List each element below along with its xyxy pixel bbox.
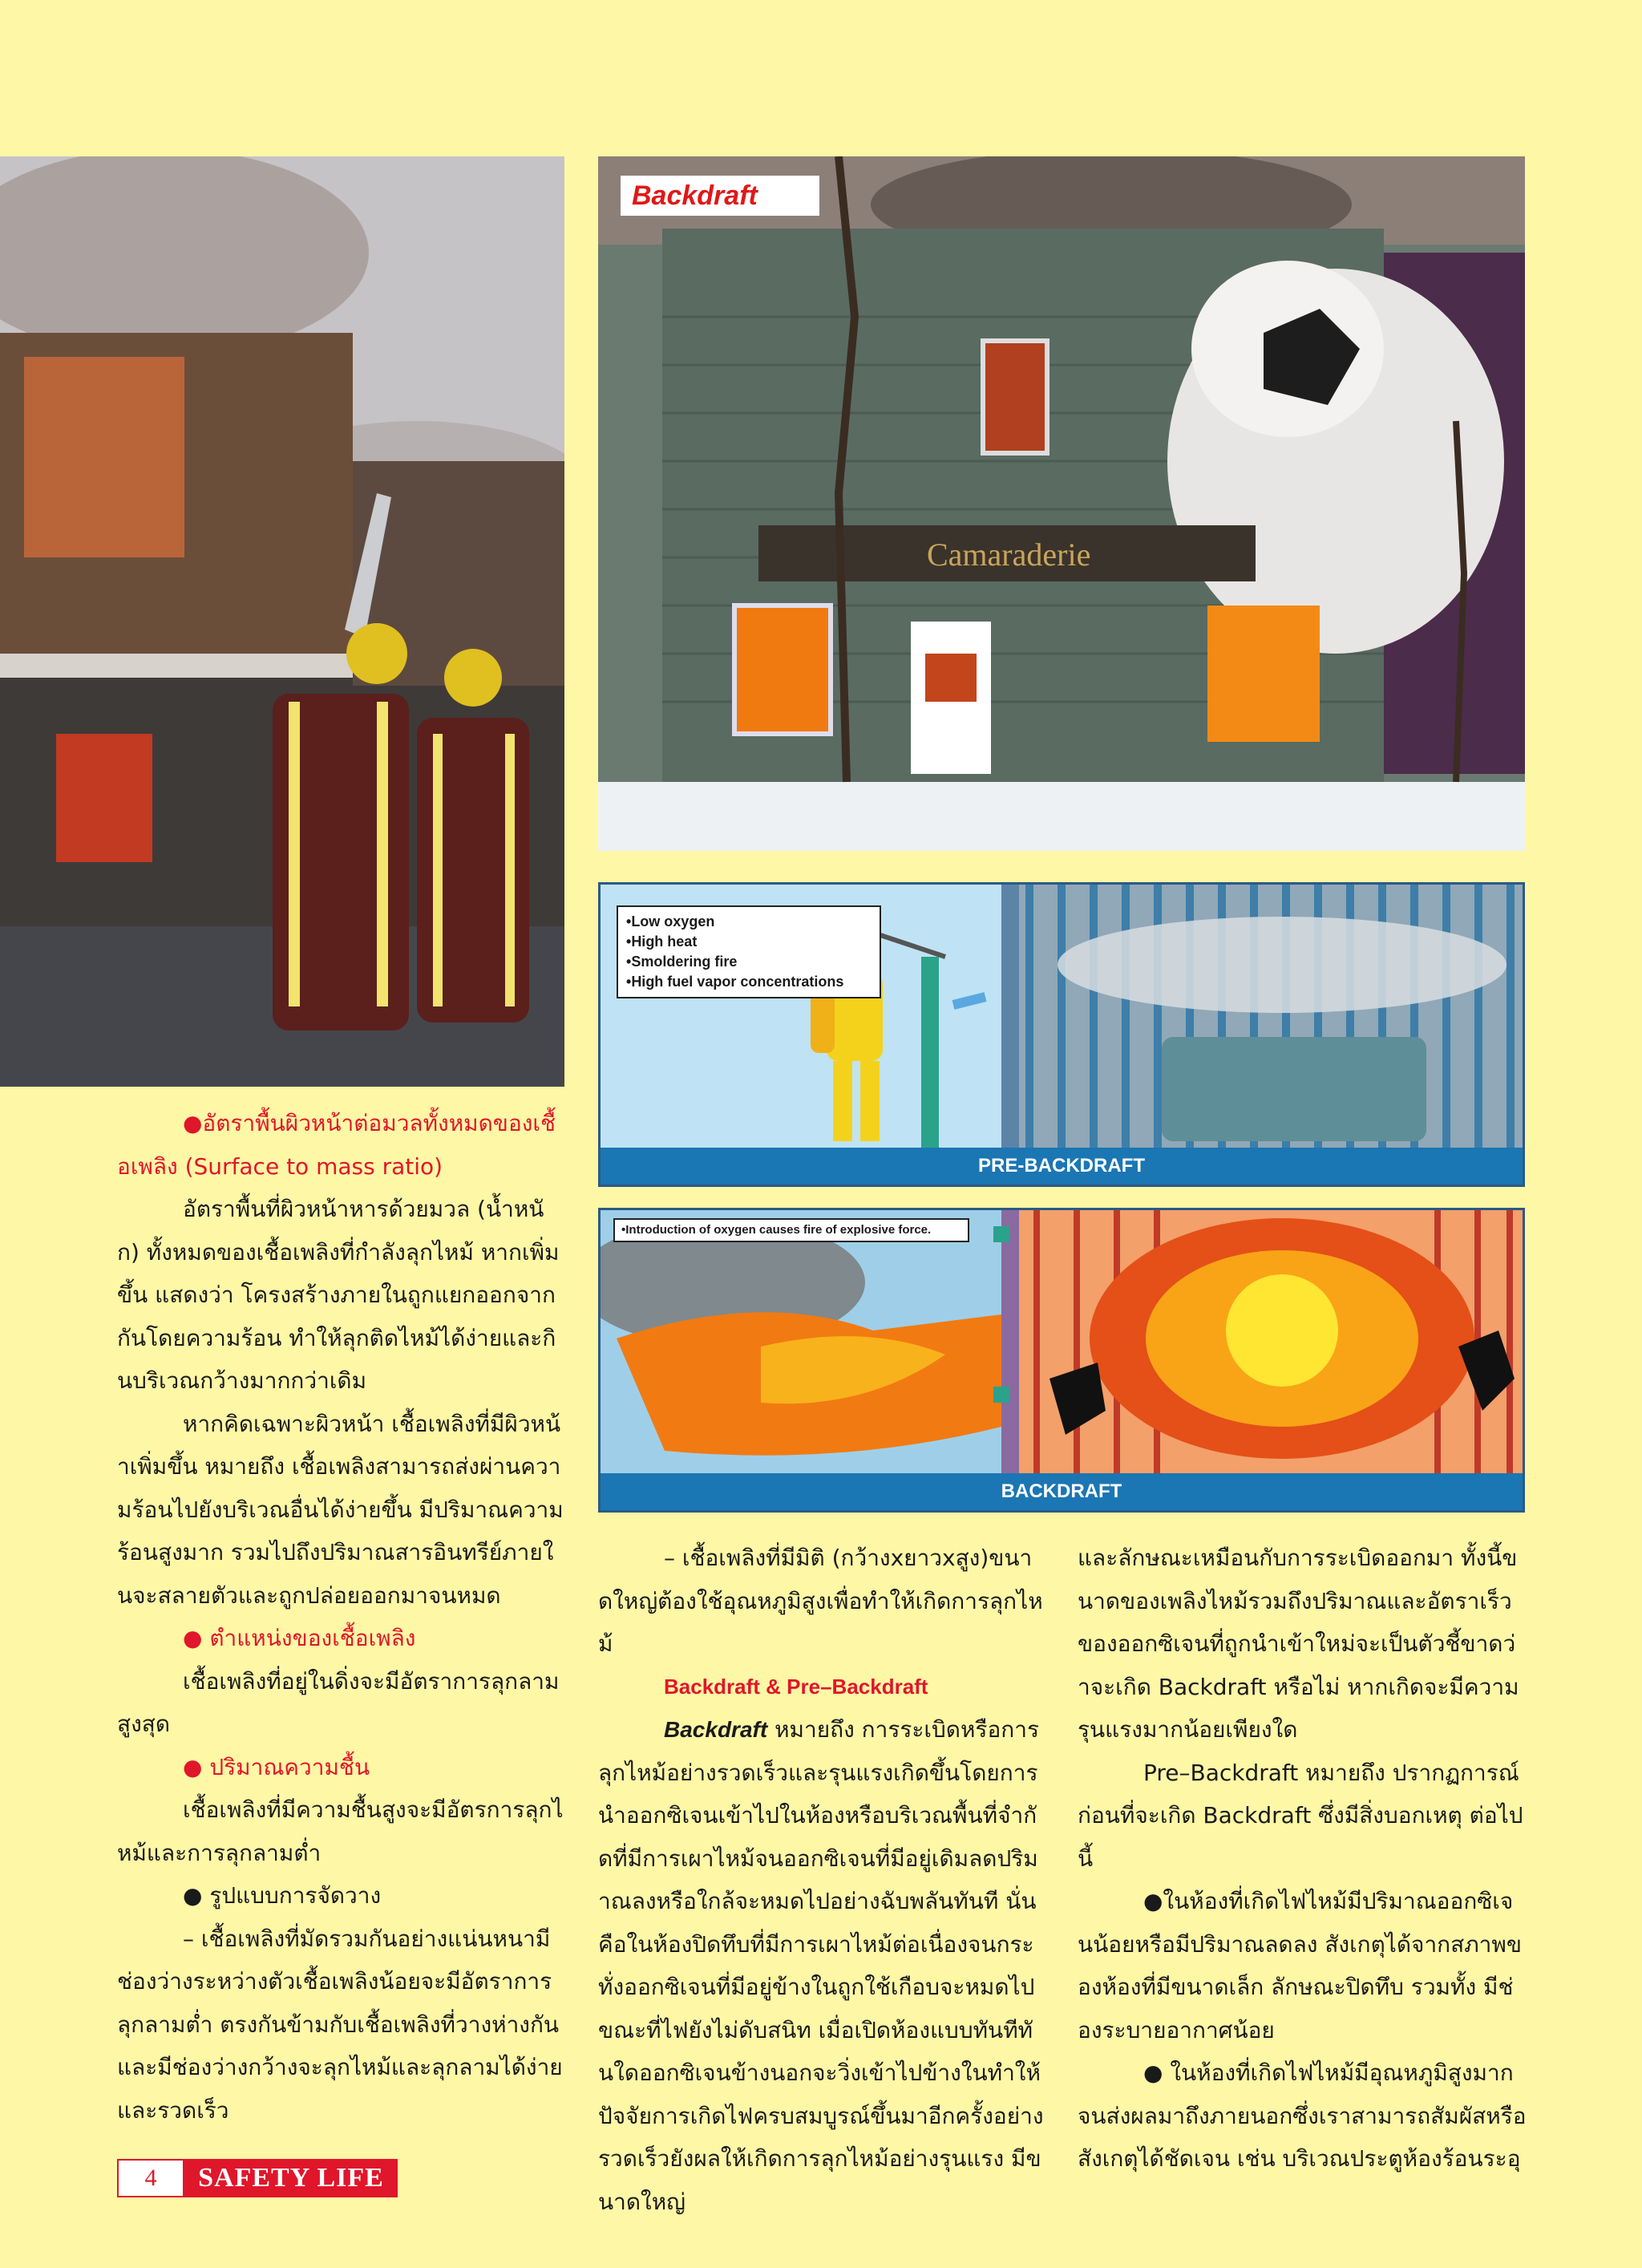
pre-backdraft-label: PRE-BACKDRAFT	[601, 1148, 1523, 1185]
magazine-brand: SAFETY LIFE	[184, 2159, 398, 2197]
section-heading-moisture: ● ปริมาณความชื้น	[183, 1753, 370, 1780]
text-column-3	[1078, 1537, 1527, 2181]
bar-sign: Camaraderie	[927, 537, 1091, 573]
condition-item: • High fuel vapor concentrations	[626, 972, 872, 992]
text-column-1	[117, 1102, 564, 2132]
condition-item: • Smoldering fire	[626, 952, 872, 972]
paragraph: และลักษณะเหมือนกับการระเบิดออกมา ทั้งนี้ขนาดของเพลิงไหม้รวมถึงปริมาณและอัตราเร็วของออกซิเจนที่ถูกนำเข้าใหม่จะเป็นตัวชี้ขาดว่าจะเกิด Backdraft หรือไม่ หากเกิดจะมีความรุนแรงมากน้อยเพียงใด	[1078, 1545, 1519, 1743]
backdraft-note	[613, 1218, 969, 1242]
condition-item: • Low oxygen	[626, 912, 872, 932]
burning-building-illustration	[598, 156, 1525, 851]
backdraft-note-text: • Introduction of oxygen causes fire of explosive force.	[621, 1223, 931, 1237]
backdraft-label: BACKDRAFT	[601, 1473, 1523, 1510]
definition-text: หมายถึง การระเบิดหรือการลุกไหม้อย่างรวดเร็วและรุนแรงเกิดขึ้นโดยการนำออกซิเจนเข้าไปในห้องหรือบริเวณพื้นที่จำกัดที่มีการเผาไหม้จนออกซิเจนที่มีอยู่เดิมลดปริมาณลงหรือใกล้จะหมดไปอย่างฉับพลันทันที นั่นคือในห้องปิดทึบที่มีการเผาไหม้ต่อเนื่องจนกระทั่งออกซิเจนที่มีอยู่ข้างในถูกใช้เกือบจะหมดไปขณะที่ไฟยังไม่ดับสนิท เมื่อเปิดห้องแบบทันทีทันใดออกซิเจนข้างนอกจะวิ่งเข้าไปข้างในทำให้ปัจจัยการเกิดไฟครบสมบูรณ์ขึ้นมาอีกครั้งอย่างรวดเร็วยังผลให้เกิดการลุกไหม้อย่างรุนแรง มีขนาดใหญ่	[598, 1716, 1044, 2215]
section-heading-fuel-position: ● ตำแหน่งของเชื้อเพลิง	[183, 1625, 416, 1651]
pre-backdraft-conditions	[617, 905, 881, 998]
backdraft-illustration	[601, 1210, 1523, 1475]
paragraph: หากคิดเฉพาะผิวหน้า เชื้อเพลิงที่มีผิวหน้าเพิ่มขึ้น หมายถึง เชื้อเพลิงสามารถส่งผ่านความร้อนไปยังบริเวณอื่นได้ง่ายขึ้น มีปริมาณความร้อนสูงมาก รวมไปถึงปริมาณสารอินทรีย์ภายในจะสลายตัวและถูกปล่อยออกมาจนหมด	[117, 1410, 564, 1609]
paragraph: เชื้อเพลิงที่อยู่ในดิ่งจะมีอัตราการลุกลามสูงสุด	[117, 1667, 560, 1737]
paragraph-backdraft-definition	[598, 1708, 1044, 2223]
paragraph: เชื้อเพลิงที่มีความชื้นสูงจะมีอัตรการลุกไหม้และการลุกลามต่ำ	[117, 1796, 564, 1866]
condition-item: • High heat	[626, 932, 872, 952]
paragraph-pre-backdraft: Pre–Backdraft หมายถึง ปรากฏการณ์ก่อนที่จะเกิด Backdraft ซึ่งมีสิ่งบอกเหตุ ต่อไปนี้	[1078, 1759, 1523, 1872]
paragraph: ●ในห้องที่เกิดไฟไหม้มีปริมาณออกซิเจนน้อยหรือมีปริมาณลดลง สังเกตุได้จากสภาพของห้องที่มีขนาดเล็ก ลักษณะปิดทึบ รวมทั้ง มีช่องระบายอากาศน้อย	[1078, 1888, 1522, 2043]
backdraft-explosion-photo	[598, 156, 1525, 851]
section-heading-arrangement: ● รูปแบบการจัดวาง	[183, 1882, 382, 1909]
backdraft-photo-tag: Backdraft	[621, 176, 819, 216]
paragraph: อัตราพื้นที่ผิวหน้าหารด้วยมวล (น้ำหนัก) ทั้งหมดของเชื้อเพลิงที่กำลังลุกไหม้ หากเพิ่มขึ้น แสดงว่า โครงสร้างภายในถูกแยกออกจากกันโดยความร้อน ทำให้ลุกติดไหม้ได้ง่ายและกินบริเวณกว้างมากกว่าเดิม	[117, 1196, 560, 1394]
page-number: 4	[117, 2159, 184, 2197]
backdraft-diagram	[598, 1208, 1525, 1513]
page-footer	[117, 2159, 398, 2197]
pre-backdraft-diagram	[598, 882, 1525, 1187]
paragraph: – เชื้อเพลิงที่มัดรวมกันอย่างแน่นหนามีช่องว่างระหว่างตัวเชื้อเพลิงน้อยจะมีอัตราการลุกลามต่ำ ตรงกันข้ามกับเชื้อเพลิงที่วางห่างกันและมีช่องว่างกว้างจะลุกไหม้และลุกลามได้ง่ายและรวดเร็ว	[117, 1925, 563, 2124]
paragraph: ● ในห้องที่เกิดไฟไหม้มีอุณหภูมิสูงมากจนส่งผลมาถึงภายนอกซึ่งเราสามารถสัมผัสหรือสังเกตุได้ชัดเจน เช่น บริเวณประตูห้องร้อนระอุ	[1078, 2059, 1527, 2172]
term-backdraft: Backdraft	[664, 1717, 768, 1742]
firefighters-illustration	[0, 156, 564, 1087]
paragraph: – เชื้อเพลิงที่มีมิติ (กว้างxยาวxสูง)ขนาดใหญ่ต้องใช้อุณหภูมิสูงเพื่อทำให้เกิดการลุกไหม้	[598, 1545, 1043, 1657]
firefighters-photo	[0, 156, 564, 1087]
section-heading-backdraft: Backdraft & Pre–Backdraft	[664, 1674, 928, 1699]
text-column-2	[598, 1537, 1044, 2223]
section-heading-surface-ratio: ●อัตราพื้นผิวหน้าต่อมวลทั้งหมดของเชื้อเพลิง (Surface to mass ratio)	[117, 1110, 556, 1180]
